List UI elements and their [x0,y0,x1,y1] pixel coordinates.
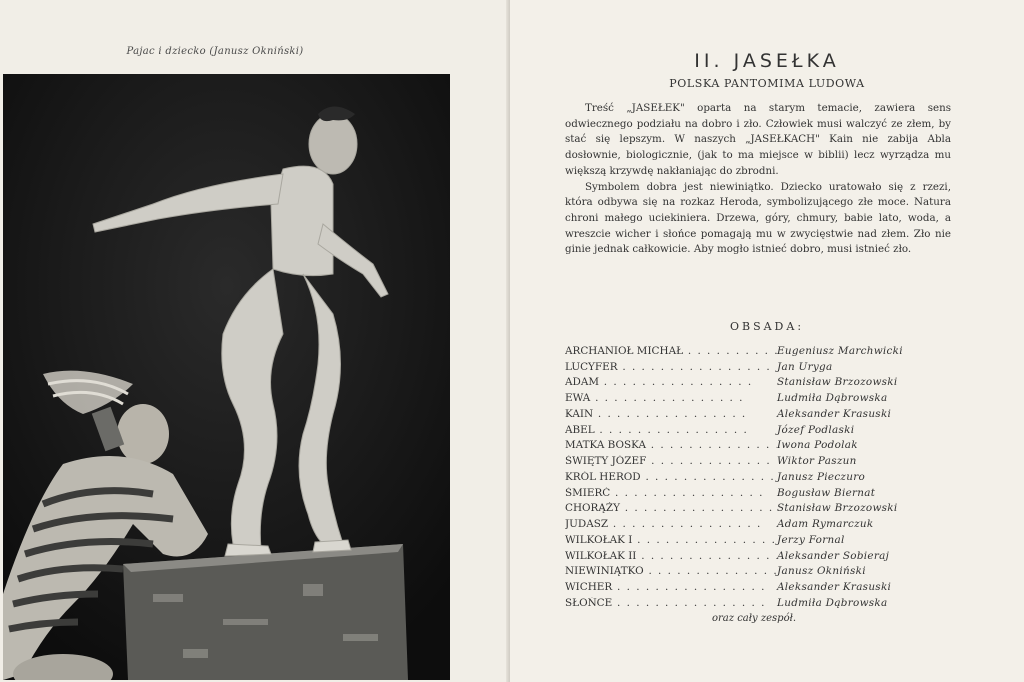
cast-row [565,406,910,422]
cast-row [565,453,910,469]
cast-row [565,595,910,611]
cast-actor: Janusz Okniński [777,565,866,578]
cast-role: ADAM . . . [565,376,777,388]
synopsis-paragraph: Treść „JASEŁEK" oparta na starym temacie, zawiera sens odwiecznego podziału na dobro i zło. Człowiek musi walczyć ze złem, by stać się lepszym. W naszych „JASEŁKACH" Kain nie zabija Abla dosłownie, biologicznie, (jak to ma miejsce w biblii) lecz wyrządza mu większą krzywdę nakłaniając do zbrodni. [565,102,951,177]
cast-role: WICHER . . . [565,581,777,593]
cast-role: KAIN . . . [565,408,777,420]
cast-row [565,532,910,548]
cast-row [565,548,910,564]
cast-row [565,438,910,454]
page-title: II. JASEŁKA [694,50,840,72]
performance-photo [3,74,450,680]
cast-list [565,343,910,611]
cast-row [565,485,910,501]
cast-actor: Janusz Pieczuro [777,470,866,483]
cast-role: ŚWIĘTY JÓZEF . . . [565,455,777,467]
cast-actor: Wiktor Paszun [777,455,857,468]
photo-illustration [3,74,450,680]
cast-actor: Bogusław Biernat [777,486,876,499]
cast-actor: Aleksander Krasuski [777,407,892,420]
cast-role: JUDASZ . . . [565,518,777,530]
cast-row [565,564,910,580]
page-subtitle: POLSKA PANTOMIMA LUDOWA [669,77,865,90]
cast-role: CHORĄŻY . . . [565,502,777,514]
cast-row [565,390,910,406]
ensemble-note: oraz cały zespół. [712,613,797,624]
cast-role: WILKOŁAK I . . . [565,534,777,546]
cast-actor: Aleksander Krasuski [777,581,892,594]
cast-role: KRÓL HEROD . . . [565,471,777,483]
cast-role: NIEWINIĄTKO . . . [565,565,777,577]
cast-role: SŁOŃCE . . . [565,597,777,609]
cast-actor: Jan Uryga [777,360,833,373]
cast-row [565,516,910,532]
synopsis-text [565,101,951,258]
cast-row [565,343,910,359]
synopsis-paragraph: Symbolem dobra jest niewiniątko. Dziecko uratowało się z rzezi, która odbywa się na rozkaz Heroda, symbolizującego złe moce. Natura chroni małego uciekiniera. Drzewa, góry, chmury, babie lato, woda, a wreszcie wicher i słońce pomagają mu w zwycięstwie nad złem. Zło nie ginie jednak całkowicie. Aby mogło istnieć dobro, musi istnieć zło. [565,180,951,256]
cast-role: WILKOŁAK II . . . [565,550,777,562]
cast-role: MATKA BOSKA . . . [565,439,777,451]
cast-role: ARCHANIOŁ MICHAŁ . . . [565,345,777,357]
cast-actor: Eugeniusz Marchwicki [777,344,903,357]
cast-row [565,375,910,391]
cast-role: EWA . . . [565,392,777,404]
cast-row [565,422,910,438]
cast-role: ŚMIERĆ . . . [565,487,777,499]
cast-actor: Józef Podlaski [777,423,855,436]
cast-actor: Aleksander Sobieraj [777,549,890,562]
cast-row [565,501,910,517]
cast-role: LUCYFER . . . [565,361,777,373]
cast-actor: Stanisław Brzozowski [777,376,898,389]
cast-actor: Ludmiła Dąbrowska [777,392,888,405]
left-page [0,0,510,682]
cast-row [565,359,910,375]
cast-actor: Ludmiła Dąbrowska [777,596,888,609]
cast-actor: Adam Rymarczuk [777,518,874,531]
cast-header: OBSADA: [729,320,805,333]
cast-row [565,579,910,595]
cast-actor: Stanisław Brzozowski [777,502,898,515]
cast-row [565,469,910,485]
cast-actor: Iwona Podolak [777,439,858,452]
cast-actor: Jerzy Fornal [777,533,845,546]
photo-caption: Pajac i dziecko (Janusz Okniński) [126,46,304,57]
cast-role: ABEL . . . [565,424,777,436]
